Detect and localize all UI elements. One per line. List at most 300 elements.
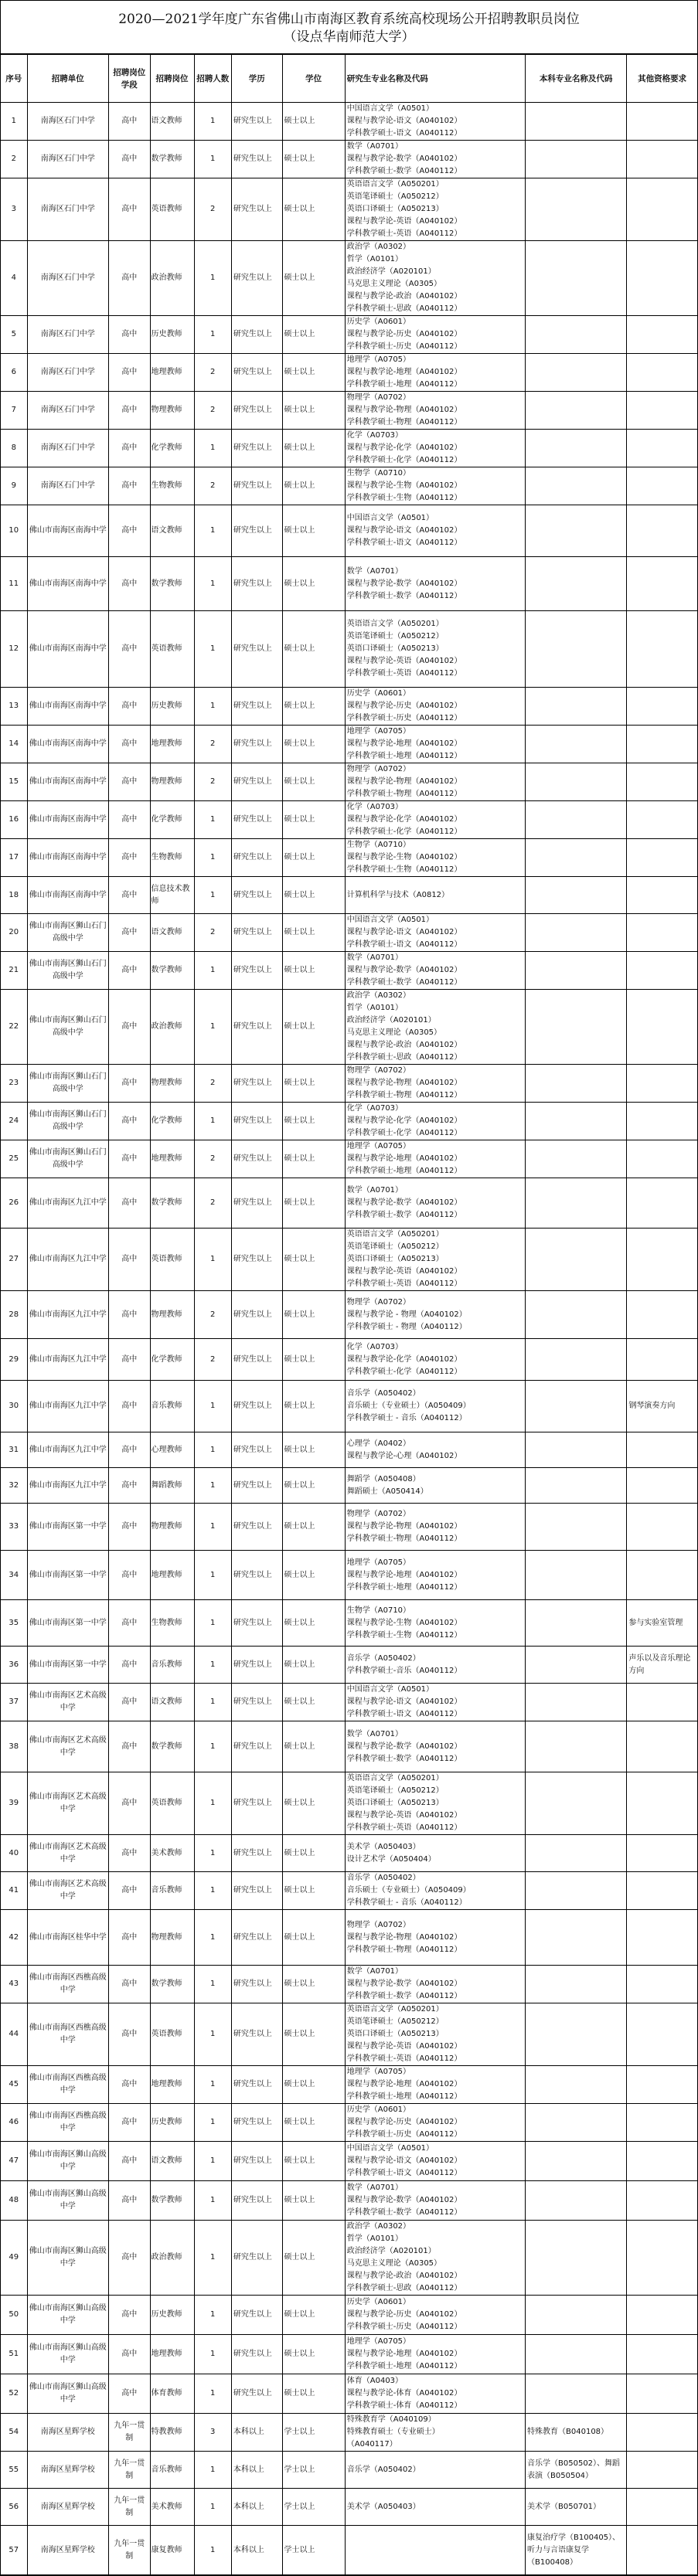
row-education: 研究生以上 — [231, 1339, 282, 1381]
row-grad-majors — [345, 1291, 525, 1339]
grad-major-item: 学科教学硕士-语文（A040112） — [346, 940, 462, 949]
table-row — [1, 877, 698, 914]
row-unit: 佛山市南海区南海中学 — [27, 557, 108, 611]
grad-major-item: 课程与教学论-化学（A040102） — [346, 1116, 462, 1125]
row-ug-major — [526, 801, 627, 839]
row-index: 46 — [1, 2104, 28, 2142]
row-other-requirements — [627, 1504, 698, 1551]
row-stage: 高中 — [108, 952, 150, 990]
row-index: 16 — [1, 801, 28, 839]
row-post: 语文教师 — [150, 505, 194, 557]
row-unit: 佛山市南海区狮山石门高级中学 — [27, 914, 108, 952]
row-ug-major — [526, 1065, 627, 1103]
grad-major-item: 课程与教学论-英语（A040102） — [346, 1811, 462, 1820]
table-row — [1, 1103, 698, 1140]
row-post: 生物教师 — [150, 467, 194, 505]
table-row — [1, 430, 698, 467]
row-grad-majors — [345, 354, 525, 392]
row-stage: 高中 — [108, 763, 150, 801]
row-index: 56 — [1, 2489, 28, 2526]
row-post: 地理教师 — [150, 354, 194, 392]
row-count: 1 — [194, 1432, 231, 1468]
row-count: 1 — [194, 103, 231, 141]
row-ug-major — [526, 877, 627, 914]
row-count: 1 — [194, 2142, 231, 2181]
row-stage: 高中 — [108, 316, 150, 354]
grad-major-item: 课程与教学论-生物（A040102） — [346, 1618, 462, 1627]
row-stage: 高中 — [108, 557, 150, 611]
row-unit: 佛山市南海区南海中学 — [27, 801, 108, 839]
row-post: 政治教师 — [150, 2221, 194, 2296]
row-other-requirements — [627, 2489, 698, 2526]
row-count: 1 — [194, 839, 231, 877]
row-stage: 高中 — [108, 1140, 150, 1178]
row-index: 54 — [1, 2414, 28, 2452]
row-index: 43 — [1, 1966, 28, 2003]
row-degree: 硕士以上 — [282, 1647, 345, 1684]
row-count: 1 — [194, 2221, 231, 2296]
table-row — [1, 1504, 698, 1551]
row-post: 政治教师 — [150, 241, 194, 316]
table-row — [1, 763, 698, 801]
row-index: 57 — [1, 2526, 28, 2575]
grad-major-item: 化学（A0703） — [346, 1104, 403, 1113]
row-index: 27 — [1, 1229, 28, 1291]
row-index: 21 — [1, 952, 28, 990]
row-education: 研究生以上 — [231, 839, 282, 877]
row-ug-major — [526, 763, 627, 801]
row-unit: 佛山市南海区艺术高级中学 — [27, 1772, 108, 1835]
row-stage: 高中 — [108, 801, 150, 839]
row-unit: 佛山市南海区艺术高级中学 — [27, 1835, 108, 1872]
grad-major-item: 政治学（A0302） — [346, 991, 411, 1000]
row-degree: 硕士以上 — [282, 2181, 345, 2221]
table-row — [1, 103, 698, 141]
row-count: 1 — [194, 2526, 231, 2575]
row-stage: 高中 — [108, 141, 150, 178]
row-index: 50 — [1, 2296, 28, 2335]
row-grad-majors — [345, 688, 525, 726]
row-other-requirements — [627, 2221, 698, 2296]
row-ug-major: 音乐学（B050502）、舞蹈表演（B050504） — [526, 2452, 627, 2489]
row-unit: 佛山市南海区南海中学 — [27, 877, 108, 914]
row-ug-major — [526, 316, 627, 354]
row-other-requirements — [627, 1966, 698, 2003]
grad-major-item: 历史学（A0601） — [346, 2105, 411, 2114]
row-post: 语文教师 — [150, 914, 194, 952]
row-other-requirements — [627, 1721, 698, 1772]
row-ug-major — [526, 952, 627, 990]
row-count: 1 — [194, 1872, 231, 1910]
grad-major-item: 课程与教学论-历史（A040102） — [346, 2310, 462, 2319]
row-grad-majors — [345, 1966, 525, 2003]
row-post: 语文教师 — [150, 103, 194, 141]
row-unit: 佛山市南海区九江中学 — [27, 1432, 108, 1468]
grad-major-item: 学科教学硕士-物理（A040112） — [346, 1091, 462, 1099]
row-index: 14 — [1, 726, 28, 763]
grad-major-item: 学科教学硕士-物理（A040112） — [346, 1534, 462, 1543]
row-unit: 佛山市南海区艺术高级中学 — [27, 1721, 108, 1772]
grad-major-item: 学科教学硕士 - 音乐（A040112） — [346, 1414, 467, 1422]
row-grad-majors — [345, 1103, 525, 1140]
row-unit: 佛山市南海区狮山石门高级中学 — [27, 1140, 108, 1178]
row-unit: 佛山市南海区南海中学 — [27, 839, 108, 877]
page-subtitle: （设点华南师范大学） — [283, 29, 415, 45]
grad-major-item: 数学（A0701） — [346, 953, 403, 962]
grad-major-item: 课程与教学论-地理（A040102） — [346, 739, 462, 748]
row-ug-major — [526, 354, 627, 392]
row-degree: 硕士以上 — [282, 505, 345, 557]
row-other-requirements — [627, 1772, 698, 1835]
row-count: 2 — [194, 392, 231, 430]
row-degree: 硕士以上 — [282, 839, 345, 877]
row-index: 8 — [1, 430, 28, 467]
row-post: 化学教师 — [150, 430, 194, 467]
row-ug-major — [526, 1721, 627, 1772]
row-index: 30 — [1, 1381, 28, 1432]
row-degree: 硕士以上 — [282, 2142, 345, 2181]
row-ug-major — [526, 1772, 627, 1835]
table-row — [1, 316, 698, 354]
grad-major-item: 学科教学硕士-体育（A040112） — [346, 2401, 462, 2410]
row-unit: 佛山市南海区狮山石门高级中学 — [27, 1065, 108, 1103]
row-post: 化学教师 — [150, 1339, 194, 1381]
row-other-requirements — [627, 1140, 698, 1178]
row-stage: 高中 — [108, 1504, 150, 1551]
grad-major-item: 英语口译硕士（A050213） — [346, 644, 444, 653]
grad-major-item: 学科教学硕士-生物（A040112） — [346, 865, 462, 874]
grad-major-item: 中国语言文学（A0501） — [346, 916, 434, 924]
grad-major-item: 课程与教学论-语文（A040102） — [346, 1698, 462, 1706]
table-row — [1, 1140, 698, 1178]
grad-major-item: 学科教学硕士-地理（A040112） — [346, 2362, 462, 2370]
row-unit: 佛山市南海区西樵高级中学 — [27, 2104, 108, 2142]
row-count: 1 — [194, 1684, 231, 1721]
row-ug-major — [526, 1551, 627, 1600]
row-post: 历史教师 — [150, 316, 194, 354]
row-unit: 佛山市南海区南海中学 — [27, 763, 108, 801]
row-other-requirements — [627, 2526, 698, 2575]
row-education: 本科以上 — [231, 2526, 282, 2575]
table-row — [1, 2181, 698, 2221]
grad-major-item: 物理学（A0702） — [346, 765, 411, 773]
row-count: 1 — [194, 1647, 231, 1684]
row-degree: 硕士以上 — [282, 1291, 345, 1339]
row-other-requirements — [627, 1229, 698, 1291]
table-row — [1, 505, 698, 557]
grad-major-item: 舞蹈硕士（A050414） — [346, 1487, 428, 1496]
row-stage: 九年一贯制 — [108, 2452, 150, 2489]
grad-major-item: 课程与教学论-政治（A040102） — [346, 292, 462, 301]
row-education: 研究生以上 — [231, 557, 282, 611]
row-degree: 学士以上 — [282, 2526, 345, 2575]
row-education: 研究生以上 — [231, 141, 282, 178]
row-other-requirements: 参与实验室管理 — [627, 1600, 698, 1647]
row-unit: 南海区石门中学 — [27, 392, 108, 430]
row-other-requirements — [627, 726, 698, 763]
grad-major-item: 课程与教学论-物理（A040102） — [346, 1079, 462, 1087]
grad-major-item: 课程与教学论-数学（A040102） — [346, 966, 462, 974]
row-unit: 南海区星辉学校 — [27, 2489, 108, 2526]
grad-major-item: 课程与教学论-体育（A040102） — [346, 2389, 462, 2398]
row-degree: 硕士以上 — [282, 1721, 345, 1772]
row-stage: 高中 — [108, 688, 150, 726]
row-education: 研究生以上 — [231, 2142, 282, 2181]
row-ug-major — [526, 1872, 627, 1910]
row-education: 研究生以上 — [231, 1966, 282, 2003]
row-index: 40 — [1, 1835, 28, 1872]
row-grad-majors — [345, 2181, 525, 2221]
table-row — [1, 354, 698, 392]
row-ug-major — [526, 2104, 627, 2142]
grad-major-item: 学科教学硕士-化学（A040112） — [346, 1129, 462, 1137]
row-ug-major — [526, 1140, 627, 1178]
row-other-requirements — [627, 2142, 698, 2181]
row-count: 1 — [194, 1103, 231, 1140]
row-degree: 硕士以上 — [282, 1065, 345, 1103]
row-stage: 高中 — [108, 1600, 150, 1647]
row-other-requirements — [627, 2066, 698, 2104]
grad-major-item: 课程与教学论-数学（A040102） — [346, 2196, 462, 2204]
row-other-requirements — [627, 178, 698, 241]
grad-major-item: 课程与教学论-地理（A040102） — [346, 1570, 462, 1579]
grad-major-item: 政治经济学（A020101） — [346, 267, 436, 276]
row-stage: 高中 — [108, 178, 150, 241]
row-count: 1 — [194, 2181, 231, 2221]
row-post: 地理教师 — [150, 2066, 194, 2104]
grad-major-item: 学科教学硕士-音乐（A040112） — [346, 1666, 462, 1675]
row-index: 11 — [1, 557, 28, 611]
row-post: 历史教师 — [150, 2296, 194, 2335]
row-count: 2 — [194, 1065, 231, 1103]
row-post: 音乐教师 — [150, 1381, 194, 1432]
row-education: 研究生以上 — [231, 2335, 282, 2374]
row-index: 13 — [1, 688, 28, 726]
row-degree: 学士以上 — [282, 2414, 345, 2452]
row-unit: 南海区石门中学 — [27, 354, 108, 392]
table-row — [1, 1381, 698, 1432]
row-other-requirements — [627, 2181, 698, 2221]
row-unit: 佛山市南海区狮山石门高级中学 — [27, 1103, 108, 1140]
grad-major-item: 学科教学硕士-历史（A040112） — [346, 342, 462, 351]
row-education: 研究生以上 — [231, 611, 282, 688]
grad-major-item: 课程与教学论-历史（A040102） — [346, 702, 462, 710]
row-index: 23 — [1, 1065, 28, 1103]
row-degree: 硕士以上 — [282, 316, 345, 354]
table-row — [1, 2414, 698, 2452]
row-count: 2 — [194, 1140, 231, 1178]
row-education: 研究生以上 — [231, 467, 282, 505]
row-unit: 佛山市南海区狮山高级中学 — [27, 2221, 108, 2296]
row-other-requirements — [627, 990, 698, 1065]
row-unit: 佛山市南海区狮山高级中学 — [27, 2296, 108, 2335]
grad-major-item: 地理学（A0705） — [346, 1558, 411, 1567]
row-index: 34 — [1, 1551, 28, 1600]
row-degree: 硕士以上 — [282, 241, 345, 316]
row-post: 化学教师 — [150, 801, 194, 839]
row-stage: 高中 — [108, 726, 150, 763]
grad-major-item: 课程与教学论-地理（A040102） — [346, 2080, 462, 2088]
row-post: 音乐教师 — [150, 1872, 194, 1910]
row-other-requirements — [627, 2414, 698, 2452]
row-education: 研究生以上 — [231, 877, 282, 914]
row-count: 1 — [194, 1600, 231, 1647]
grad-major-item: 哲学（A0101） — [346, 1004, 403, 1012]
row-count: 1 — [194, 952, 231, 990]
row-stage: 高中 — [108, 1291, 150, 1339]
row-index: 9 — [1, 467, 28, 505]
row-post: 音乐教师 — [150, 1647, 194, 1684]
row-other-requirements — [627, 241, 698, 316]
table-row — [1, 467, 698, 505]
row-unit: 佛山市南海区狮山石门高级中学 — [27, 990, 108, 1065]
row-stage: 高中 — [108, 1872, 150, 1910]
row-post: 地理教师 — [150, 2335, 194, 2374]
row-index: 55 — [1, 2452, 28, 2489]
row-degree: 硕士以上 — [282, 354, 345, 392]
row-education: 研究生以上 — [231, 178, 282, 241]
row-grad-majors — [345, 1229, 525, 1291]
row-other-requirements — [627, 688, 698, 726]
grad-major-item: 音乐硕士（专业硕士）（A050409） — [346, 1886, 471, 1895]
row-grad-majors — [345, 2142, 525, 2181]
grad-major-item: 课程与教学论-历史（A040102） — [346, 330, 462, 338]
table-row — [1, 1910, 698, 1966]
grad-major-item: 物理学（A0702） — [346, 1297, 411, 1307]
row-education: 研究生以上 — [231, 1103, 282, 1140]
table-row — [1, 1432, 698, 1468]
row-stage: 高中 — [108, 839, 150, 877]
row-degree: 硕士以上 — [282, 1339, 345, 1381]
row-stage: 高中 — [108, 990, 150, 1065]
row-count: 1 — [194, 2335, 231, 2374]
row-other-requirements — [627, 430, 698, 467]
grad-major-item: 课程与教学论-语文（A040102） — [346, 2156, 462, 2165]
grad-major-item: 体育（A0403） — [346, 2377, 403, 2385]
row-stage: 九年一贯制 — [108, 2526, 150, 2575]
row-ug-major: 康复治疗学（B100405）、听力与言语康复学（B100408） — [526, 2526, 627, 2575]
row-post: 英语教师 — [150, 2003, 194, 2066]
row-education: 研究生以上 — [231, 2374, 282, 2414]
row-unit: 佛山市南海区西樵高级中学 — [27, 2003, 108, 2066]
row-degree: 硕士以上 — [282, 801, 345, 839]
row-post: 英语教师 — [150, 178, 194, 241]
row-unit: 佛山市南海区艺术高级中学 — [27, 1872, 108, 1910]
table-row — [1, 1772, 698, 1835]
table-row — [1, 557, 698, 611]
grad-major-item: 地理学（A0705） — [346, 355, 411, 364]
grad-major-item: 学科教学硕士-数学（A040112） — [346, 591, 462, 600]
row-ug-major — [526, 1684, 627, 1721]
row-stage: 高中 — [108, 2003, 150, 2066]
row-index: 38 — [1, 1721, 28, 1772]
row-index: 1 — [1, 103, 28, 141]
grad-major-item: 政治经济学（A020101） — [346, 1016, 436, 1025]
row-ug-major — [526, 2142, 627, 2181]
row-stage: 高中 — [108, 1178, 150, 1229]
row-grad-majors — [345, 1835, 525, 1872]
grad-major-item: 学科教学硕士-思政（A040112） — [346, 2284, 462, 2292]
table-row — [1, 801, 698, 839]
table-row — [1, 241, 698, 316]
grad-major-item: 英语口译硕士（A050213） — [346, 1799, 444, 1807]
row-index: 39 — [1, 1772, 28, 1835]
row-post: 历史教师 — [150, 2104, 194, 2142]
table-row — [1, 2489, 698, 2526]
grad-major-item: 课程与教学论-英语（A040102） — [346, 217, 462, 226]
grad-major-item: 课程与教学论-语文（A040102） — [346, 928, 462, 936]
row-stage: 高中 — [108, 354, 150, 392]
row-ug-major — [526, 141, 627, 178]
row-post: 数学教师 — [150, 1721, 194, 1772]
row-other-requirements: 声乐以及音乐理论方向 — [627, 1647, 698, 1684]
table-row — [1, 2142, 698, 2181]
grad-major-item: 课程与教学论-数学（A040102） — [346, 579, 462, 588]
row-index: 2 — [1, 141, 28, 178]
grad-major-item: 化学（A0703） — [346, 431, 403, 440]
grad-major-item: 学科教学硕士-思政（A040112） — [346, 1053, 462, 1062]
grad-major-item: 课程与教学论-语文（A040102） — [346, 526, 462, 535]
row-ug-major — [526, 2003, 627, 2066]
grad-major-item: 课程与教学论-英语（A040102） — [346, 1267, 462, 1276]
grad-major-item: 学科教学硕士-英语（A040112） — [346, 669, 462, 678]
grad-major-item: （A040117） — [346, 2440, 397, 2449]
table-row — [1, 2003, 698, 2066]
row-stage: 高中 — [108, 1910, 150, 1966]
row-education: 研究生以上 — [231, 2181, 282, 2221]
row-count: 2 — [194, 1178, 231, 1229]
row-count: 1 — [194, 2003, 231, 2066]
row-education: 研究生以上 — [231, 1140, 282, 1178]
row-unit: 佛山市南海区九江中学 — [27, 1468, 108, 1504]
grad-major-item: 政治学（A0302） — [346, 243, 411, 251]
row-education: 研究生以上 — [231, 2221, 282, 2296]
grad-major-item: 英语笔译硕士（A050212） — [346, 1242, 444, 1251]
row-count: 2 — [194, 354, 231, 392]
row-education: 研究生以上 — [231, 914, 282, 952]
title-block — [1, 1, 697, 54]
table-body — [1, 103, 698, 2575]
grad-major-item: 英语口译硕士（A050213） — [346, 205, 444, 213]
grad-major-item: 马克思主义理论（A0305） — [346, 1028, 442, 1037]
row-unit: 佛山市南海区南海中学 — [27, 611, 108, 688]
row-degree: 学士以上 — [282, 2489, 345, 2526]
row-degree: 硕士以上 — [282, 763, 345, 801]
row-unit: 佛山市南海区九江中学 — [27, 1291, 108, 1339]
row-grad-majors — [345, 1339, 525, 1381]
grad-major-item: 课程与教学论-政治（A040102） — [346, 1041, 462, 1049]
row-stage: 高中 — [108, 1835, 150, 1872]
row-grad-majors — [345, 505, 525, 557]
row-stage: 高中 — [108, 1339, 150, 1381]
table-header — [1, 55, 698, 103]
row-education: 研究生以上 — [231, 1721, 282, 1772]
table-row — [1, 1835, 698, 1872]
grad-major-item: 哲学（A0101） — [346, 2234, 403, 2243]
row-ug-major: 特殊教育（B040108） — [526, 2414, 627, 2452]
table-row — [1, 914, 698, 952]
row-degree: 硕士以上 — [282, 2296, 345, 2335]
row-stage: 高中 — [108, 2181, 150, 2221]
grad-major-item: 学科教学硕士-英语（A040112） — [346, 229, 462, 238]
grad-major-item: 课程与教学论-生物（A040102） — [346, 481, 462, 490]
row-degree: 硕士以上 — [282, 1229, 345, 1291]
row-index: 10 — [1, 505, 28, 557]
row-ug-major — [526, 2221, 627, 2296]
grad-major-item: 政治经济学（A020101） — [346, 2247, 436, 2255]
row-other-requirements — [627, 392, 698, 430]
row-post: 政治教师 — [150, 990, 194, 1065]
